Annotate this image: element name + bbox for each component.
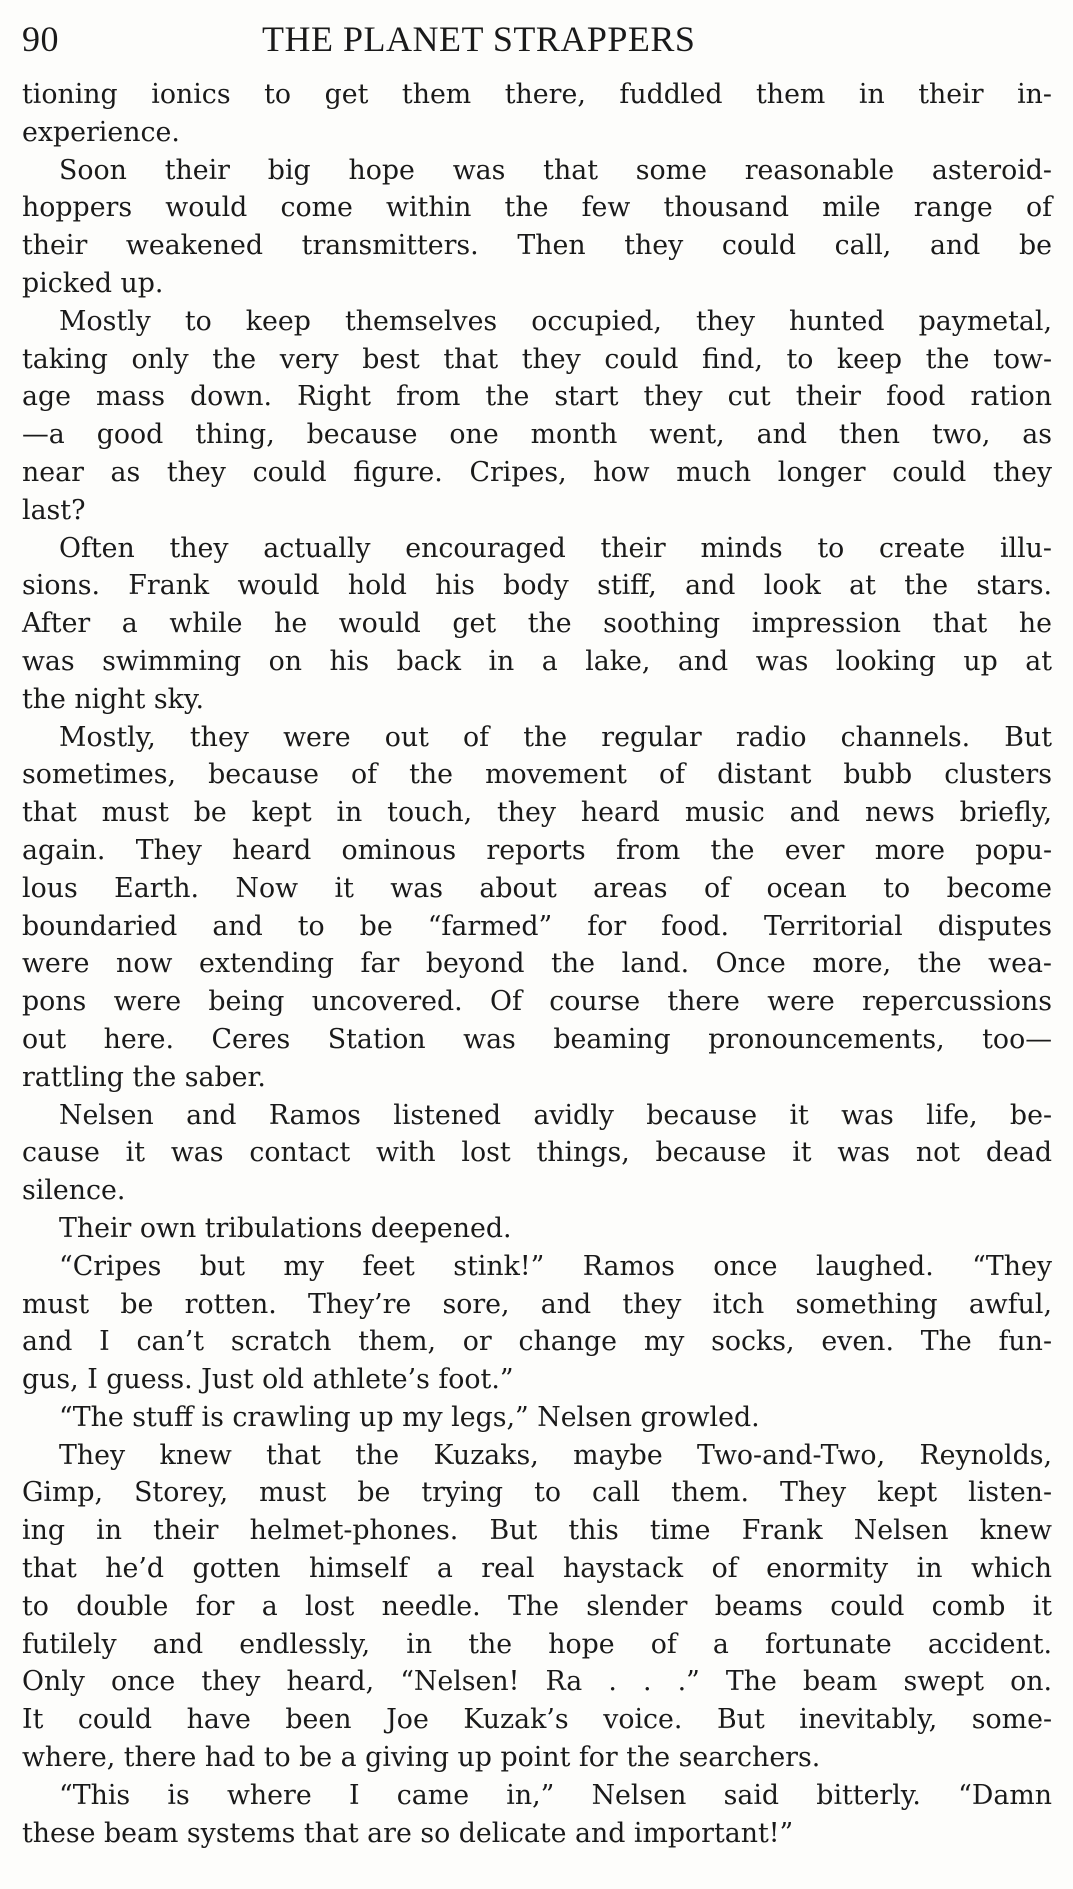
text-line: —a good thing, because one month went, and then two, as: [22, 419, 1052, 451]
text-line: “The stuff is crawling up my legs,” Nelsen growled.: [59, 1401, 760, 1433]
text-line: taking only the very best that they could find, to keep the tow-: [22, 343, 1052, 375]
text-line: rattling the saber.: [22, 1061, 266, 1093]
text-line: were now extending far beyond the land. Once more, the wea-: [22, 948, 1052, 980]
text-line: must be rotten. They’re sore, and they itch something awful,: [22, 1288, 1052, 1320]
text-line: Mostly to keep themselves occupied, they hunted paymetal,: [59, 305, 1052, 337]
text-line: Soon their big hope was that some reasonable asteroid-: [59, 154, 1052, 186]
text-line: last?: [22, 494, 86, 526]
text-line: and I can’t scratch them, or change my socks, even. The fun-: [22, 1326, 1052, 1358]
text-line: was swimming on his back in a lake, and was looking up at: [22, 645, 1052, 677]
text-line: pons were being uncovered. Of course there were repercussions: [22, 986, 1052, 1018]
text-line: sometimes, because of the movement of distant bubb clusters: [22, 759, 1052, 791]
text-line: Only once they heard, “Nelsen! Ra . . .” The beam swept on.: [22, 1666, 1052, 1698]
text-line: sions. Frank would hold his body stiff, and look at the stars.: [22, 570, 1052, 602]
text-line: cause it was contact with lost things, because it was not dead: [22, 1137, 1052, 1169]
text-line: where, there had to be a giving up point for the searchers.: [22, 1742, 821, 1774]
text-line: age mass down. Right from the start they cut their food ration: [22, 381, 1052, 413]
running-title: THE PLANET STRAPPERS: [262, 19, 696, 59]
text-line: Often they actually encouraged their minds to create illu-: [59, 532, 1052, 564]
text-line: gus, I guess. Just old athlete’s foot.”: [22, 1364, 514, 1396]
text-line: the night sky.: [22, 683, 205, 715]
text-line: Their own tribulations deepened.: [59, 1212, 512, 1244]
text-line: experience.: [22, 116, 180, 148]
text-line: tioning ionics to get them there, fuddled them in their in-: [22, 79, 1052, 110]
text-line: After a while he would get the soothing impression that he: [22, 608, 1052, 640]
text-line: out here. Ceres Station was beaming pronouncements, too—: [22, 1023, 1052, 1055]
text-line: lous Earth. Now it was about areas of ocean to become: [22, 872, 1052, 904]
text-line: that must be kept in touch, they heard music and news briefly,: [22, 797, 1052, 829]
text-line: boundaried and to be “farmed” for food. Territorial disputes: [22, 910, 1052, 942]
text-line: hoppers would come within the few thousand mile range of: [22, 192, 1052, 224]
text-line: Nelsen and Ramos listened avidly because it was life, be-: [59, 1099, 1052, 1131]
text-line: picked up.: [22, 267, 164, 299]
text-line: that he’d gotten himself a real haystack of enormity in which: [22, 1553, 1052, 1585]
text-line: It could have been Joe Kuzak’s voice. But inevitably, some-: [22, 1704, 1052, 1736]
text-line: silence.: [22, 1175, 126, 1207]
text-line: ing in their helmet-phones. But this time Frank Nelsen knew: [22, 1515, 1052, 1547]
body-text: [22, 76, 1052, 1852]
text-line: their weakened transmitters. Then they could call, and be: [22, 230, 1052, 262]
text-line: again. They heard ominous reports from the ever more popu-: [22, 834, 1052, 866]
text-line: Gimp, Storey, must be trying to call them. They kept listen-: [22, 1477, 1052, 1509]
text-line: near as they could figure. Cripes, how much longer could they: [22, 456, 1052, 488]
page-number: 90: [22, 19, 59, 59]
text-line: to double for a lost needle. The slender beams could comb it: [22, 1590, 1052, 1622]
text-line: “This is where I came in,” Nelsen said bitterly. “Damn: [59, 1779, 1052, 1811]
page-header: [22, 14, 1051, 64]
text-line: “Cripes but my feet stink!” Ramos once laughed. “They: [59, 1250, 1052, 1282]
text-line: futilely and endlessly, in the hope of a fortunate accident.: [22, 1628, 1052, 1660]
text-line: Mostly, they were out of the regular radio channels. But: [59, 721, 1052, 753]
text-line: They knew that the Kuzaks, maybe Two-and-Two, Reynolds,: [59, 1439, 1052, 1471]
text-line: these beam systems that are so delicate and important!”: [22, 1817, 794, 1849]
